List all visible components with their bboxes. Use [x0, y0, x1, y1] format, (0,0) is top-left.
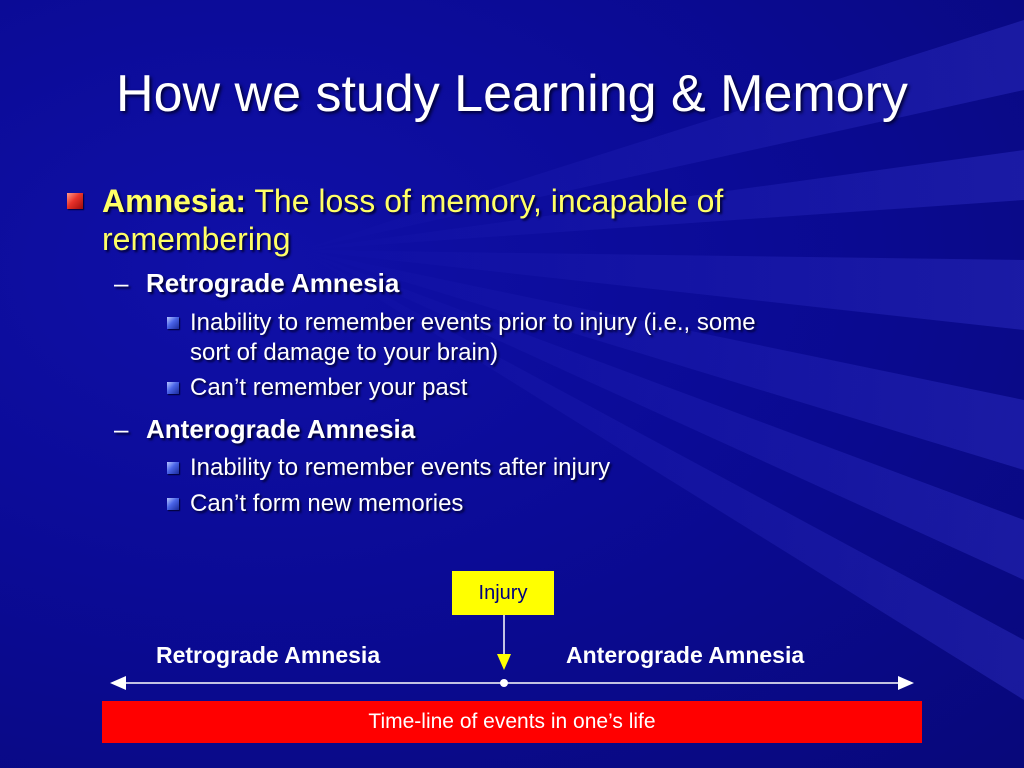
- dash-bullet-icon: –: [114, 414, 129, 444]
- timeline-caption-bar: Time-line of events in one’s life: [102, 701, 922, 743]
- retrograde-heading: Retrograde Amnesia: [146, 268, 400, 298]
- anterograde-timeline-label: Anterograde Amnesia: [566, 642, 805, 668]
- anterograde-heading: Anterograde Amnesia: [146, 414, 416, 444]
- retrograde-point-1-line-1: Inability to remember events prior to injury (i.e., some: [190, 309, 756, 336]
- amnesia-definition: The loss of memory, incapable of: [254, 183, 724, 219]
- retrograde-timeline-label: Retrograde Amnesia: [156, 642, 381, 668]
- page-title: How we study Learning & Memory: [116, 65, 908, 123]
- retrograde-point-2: Can’t remember your past: [190, 374, 468, 401]
- injury-box: Injury: [452, 571, 554, 615]
- amnesia-definition-continued: remembering: [102, 221, 291, 257]
- anterograde-point-1: Inability to remember events after injury: [190, 454, 611, 481]
- anterograde-point-2: Can’t form new memories: [190, 490, 464, 517]
- amnesia-term: Amnesia:: [102, 183, 247, 219]
- dash-bullet-icon: –: [114, 268, 129, 298]
- retrograde-point-1-line-2: sort of damage to your brain): [190, 339, 499, 366]
